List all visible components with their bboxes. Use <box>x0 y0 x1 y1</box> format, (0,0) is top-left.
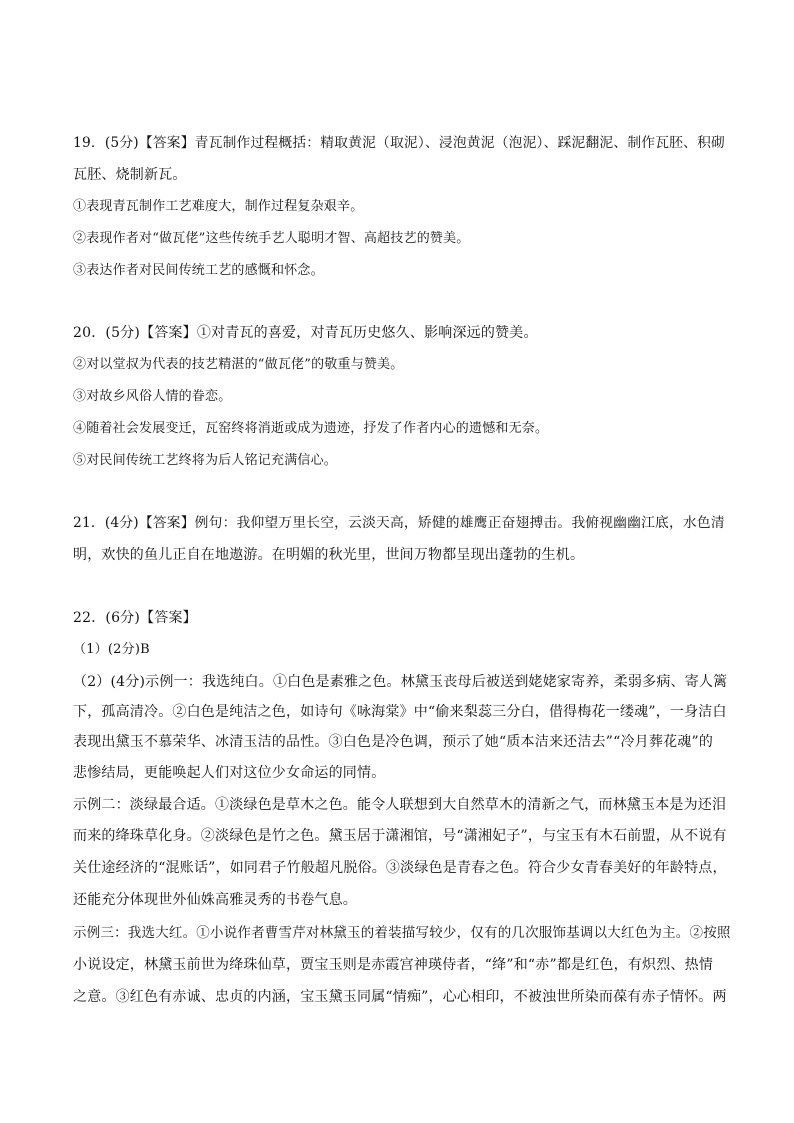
answer-22-line-6: 悲惨结局，更能唤起人们对这位少女命运的同情。 <box>73 765 386 781</box>
answer-20-line-3: ③对故乡风俗人情的眷恋。 <box>73 389 232 404</box>
answer-20-line-1: 20．(5分)【答案】①对青瓦的喜爱，对青瓦历史悠久、影响深远的赞美。 <box>73 325 538 341</box>
answer-20-line-5: ⑤对民间传统工艺终将为后人铭记充满信心。 <box>73 453 338 468</box>
answer-22-line-7: 示例二：淡绿最合适。①淡绿色是草木之色。能令人联想到大自然草木的清新之气，而林黛玉本是为还泪 <box>73 797 727 813</box>
answer-22-heading: 22．(6分)【答案】 <box>73 610 197 626</box>
answer-22-line-12: 小说设定，林黛玉前世为绛珠仙草，贾宝玉则是赤霞宫神瑛侍者，“绛”和“赤”都是红色，有炽烈、热情 <box>73 957 714 973</box>
answer-22-line-13: 之意。③红色有赤诚、忠贞的内涵，宝玉黛玉同属“情痴”，心心相印，不被浊世所染而葆有赤子情怀。两 <box>73 989 727 1005</box>
answer-22-line-11: 示例三：我选大红。①小说作者曹雪芹对林黛玉的着装描写较少，仅有的几次服饰基调以大红色为主。②按照 <box>73 925 731 941</box>
answer-22-line-9: 关仕途经济的“混账话”，如同君子竹般超凡脱俗。③淡绿色是青春之色。符合少女青春美好的年龄特点， <box>73 860 727 876</box>
answer-22-line-4: 下，孤高清冷。②白色是纯洁之色，如诗句《咏海棠》中“偷来梨蕊三分白，借得梅花一缕魂”，一身洁白 <box>73 704 727 720</box>
answer-19-line-4: ②表现作者对“做瓦佬”这些传统手艺人聪明才智、高超技艺的赞美。 <box>73 231 470 246</box>
answer-20-line-4: ④随着社会发展变迁，瓦窑终将消逝或成为遗迹，抒发了作者内心的遗憾和无奈。 <box>73 421 549 436</box>
answer-22-line-5: 表现出黛玉不慕荣华、冰清玉洁的品性。③白色是冷色调，预示了她“质本洁来还洁去”“冷月葬花魂”的 <box>73 734 714 750</box>
answer-19-line-1: 19．(5分)【答案】青瓦制作过程概括：精取黄泥（取泥）、浸泡黄泥（泡泥）、踩泥翻泥、制作瓦胚、积砌 <box>73 135 725 151</box>
answer-22-part-1: （1）(2分)B <box>73 642 150 657</box>
answer-22-line-8: 而来的绛珠草化身。②淡绿色是竹之色。黛玉居于潇湘馆，号“潇湘妃子”，与宝玉有木石前盟，从不说有 <box>73 828 727 844</box>
answer-21-line-1: 21．(4分)【答案】例句：我仰望万里长空，云淡天高，矫健的雄鹰正奋翅搏击。我俯视幽幽江底，水色清 <box>73 515 725 531</box>
answer-19-line-5: ③表达作者对民间传统工艺的感慨和怀念。 <box>73 263 324 278</box>
answer-20-line-2: ②对以堂叔为代表的技艺精湛的“做瓦佬”的敬重与赞美。 <box>73 357 404 372</box>
answer-22-line-10: 还能充分体现世外仙姝高雅灵秀的书卷气息。 <box>73 892 357 908</box>
answer-19-line-2: 瓦胚、烧制新瓦。 <box>73 167 187 183</box>
answer-19-line-3: ①表现青瓦制作工艺难度大，制作过程复杂艰辛。 <box>73 199 364 214</box>
answer-21-line-2: 明，欢快的鱼儿正自在地遨游。在明媚的秋光里，世间万物都呈现出蓬勃的生机。 <box>73 547 585 563</box>
answer-22-line-3: （2）(4分)示例一：我选纯白。①白色是素雅之色。林黛玉丧母后被送到姥姥家寄养，柔弱多病、寄人篱 <box>73 674 728 690</box>
